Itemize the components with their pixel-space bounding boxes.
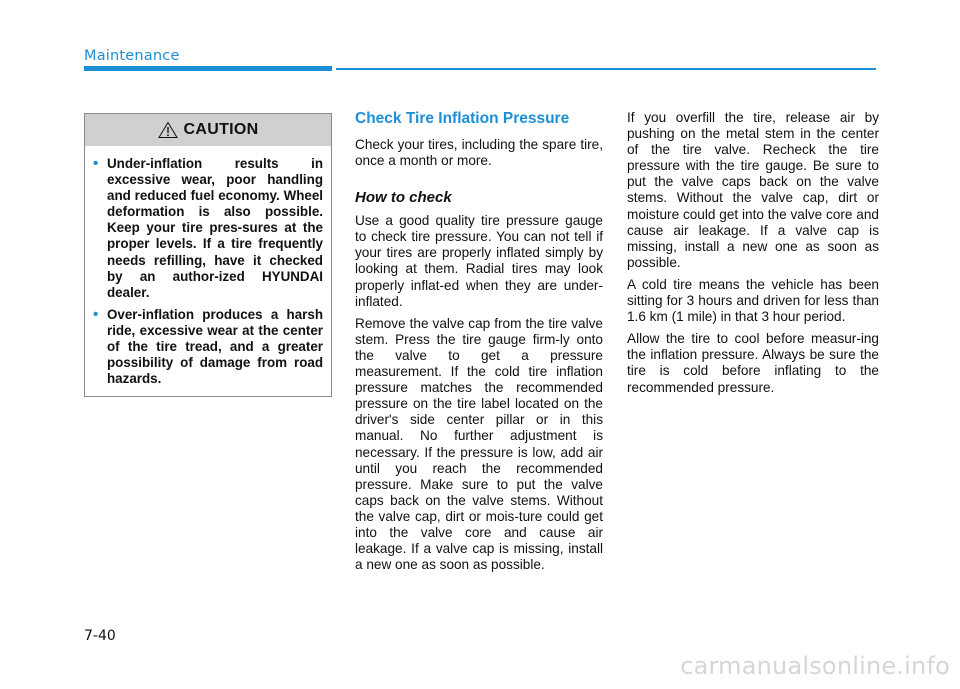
body-paragraph: A cold tire means the vehicle has been sitting for 3 hours and driven for less than 1.6 km (1 mile) in that 3 hour period. [627,276,879,325]
caution-box [84,113,332,397]
header-rule-thick [84,66,332,71]
intro-paragraph: Check your tires, including the spare tire, once a month or more. [355,137,603,169]
caution-header [85,114,331,146]
body-paragraph: Allow the tire to cool before measur-ing the inflation pressure. Always be sure the tire is cold before inflating to the recommended pressure. [627,331,879,395]
body-paragraph: Remove the valve cap from the tire valve stem. Press the tire gauge firm-ly onto the valve to get a pressure measurement. If the cold tire inflation pressure matches the recommended pressure on the tire label located on the driver's side center pillar or in this manual. No further adjustment is necessary. If the pressure is low, add air until you reach the recommended pressure. Make sure to put the valve caps back on the valve stems. Without the valve cap, dirt or mois-ture could get into the valve core and cause air leakage. If a valve cap is missing, install a new one as soon as possible. [355,315,603,573]
check-tire-heading: Check Tire Inflation Pressure [355,110,570,127]
body-paragraph: If you overfill the tire, release air by pushing on the metal stem in the center of the tire valve. Recheck the tire pressure with the tire gauge. Be sure to put the valve caps back on the valve stems. Without the valve cap, dirt or moisture could get into the valve core and cause air leakage. If a valve cap is missing, install a new one as soon as possible. [627,110,879,270]
caution-item: • Over-inflation produces a harsh ride, excessive wear at the center of the tire tread, and a greater possibility of damage from road hazards. [93,307,323,387]
how-to-check-heading: How to check [355,189,452,207]
page-number: 7-40 [84,628,116,644]
caution-list [85,146,331,387]
warning-triangle-icon [158,121,178,139]
watermark-link[interactable]: carmanualsonline.info [680,652,950,680]
header-rule-thin [336,68,876,70]
caution-title: CAUTION [183,121,259,138]
section-title: Maintenance [84,48,180,64]
middle-column [355,110,603,579]
caution-item: • Under-inflation results in excessive wear, poor handling and reduced fuel economy. Wheel deformation is also possible. Keep your tire pres-sures at the proper levels. If a tire frequently needs refilling, have it checked by an author-ized HYUNDAI dealer. [93,156,323,301]
body-paragraph: Use a good quality tire pressure gauge to check tire pressure. You can not tell if your tires are properly inflated simply by looking at them. Radial tires may look properly inflat-ed when they are under-inflated. [355,213,603,309]
right-column [627,110,879,402]
